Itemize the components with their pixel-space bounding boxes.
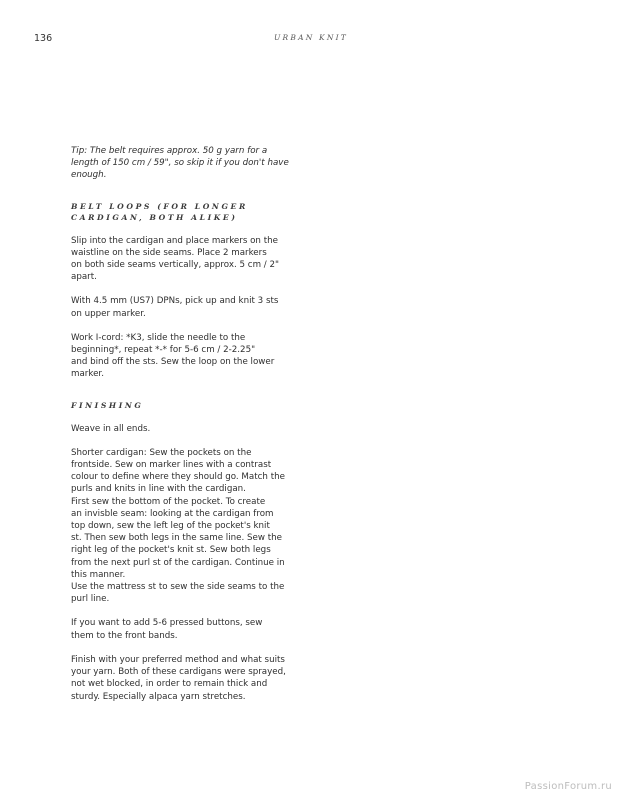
finishing-paragraph [71, 447, 303, 606]
tip-paragraph [71, 145, 303, 182]
text-line: With 4.5 mm (US7) DPNs, pick up and knit 3 sts [71, 296, 279, 307]
text-line: purl line. [71, 594, 110, 605]
text-line: Shorter cardigan: Sew the pockets on the [71, 447, 252, 458]
text-line: this manner. [71, 569, 126, 580]
text-line: Slip into the cardigan and place markers on the [71, 235, 278, 246]
text-line: marker. [71, 369, 104, 380]
text-line: top down, sew the left leg of the pocket's knit [71, 521, 270, 532]
text-line: apart. [71, 272, 97, 283]
finishing-paragraph [71, 423, 303, 435]
heading-line: FINISHING [71, 400, 144, 410]
text-line: st. Then sew both legs in the same line. Sew the [71, 533, 282, 544]
text-line: them to the front bands. [71, 630, 178, 641]
text-line: Tip: The belt requires approx. 50 g yarn for a [71, 146, 268, 156]
text-line: right leg of the pocket's knit st. Sew both legs [71, 545, 271, 556]
text-line: Use the mattress st to sew the side seams to the [71, 582, 285, 593]
text-line: frontside. Sew on marker lines with a contrast [71, 460, 272, 471]
text-column [71, 145, 303, 715]
running-title: URBAN KNIT [274, 33, 348, 42]
text-line: waistline on the side seams. Place 2 markers [71, 247, 267, 258]
text-line: on both side seams vertically, approx. 5 cm / 2" [71, 260, 280, 271]
finishing-paragraph [71, 654, 303, 703]
belt-loops-paragraph [71, 295, 303, 319]
heading-line: BELT LOOPS (FOR LONGER [71, 201, 248, 211]
text-line: colour to define where they should go. Match the [71, 472, 285, 483]
text-line: purls and knits in line with the cardigan. [71, 484, 246, 495]
text-line: Work I-cord: *K3, slide the needle to the [71, 332, 246, 343]
text-line: Finish with your preferred method and what suits [71, 654, 285, 665]
text-line: length of 150 cm / 59", so skip it if you don't have [71, 158, 289, 169]
text-line: sturdy. Especially alpaca yarn stretches. [71, 691, 246, 702]
text-line: not wet blocked, in order to remain thick and [71, 679, 268, 690]
text-line: Weave in all ends. [71, 423, 151, 434]
page-number: 136 [34, 33, 53, 44]
heading-line: CARDIGAN, BOTH ALIKE) [71, 212, 238, 222]
text-line: enough. [71, 170, 107, 181]
text-line: on upper marker. [71, 308, 146, 319]
text-line: If you want to add 5-6 pressed buttons, sew [71, 618, 263, 629]
belt-loops-paragraph [71, 332, 303, 381]
belt-loops-paragraph [71, 235, 303, 284]
text-line: beginning*, repeat *-* for 5-6 cm / 2-2.25" [71, 345, 256, 356]
text-line: an invisble seam: looking at the cardigan from [71, 508, 274, 519]
watermark: PassionForum.ru [524, 781, 612, 792]
finishing-paragraph [71, 617, 303, 641]
text-line: from the next purl st of the cardigan. Continue in [71, 557, 285, 568]
finishing-heading [71, 400, 303, 411]
text-line: your yarn. Both of these cardigans were sprayed, [71, 667, 286, 678]
text-line: and bind off the sts. Sew the loop on the lower [71, 357, 275, 368]
text-line: First sew the bottom of the pocket. To create [71, 496, 266, 507]
belt-loops-heading [71, 201, 303, 223]
